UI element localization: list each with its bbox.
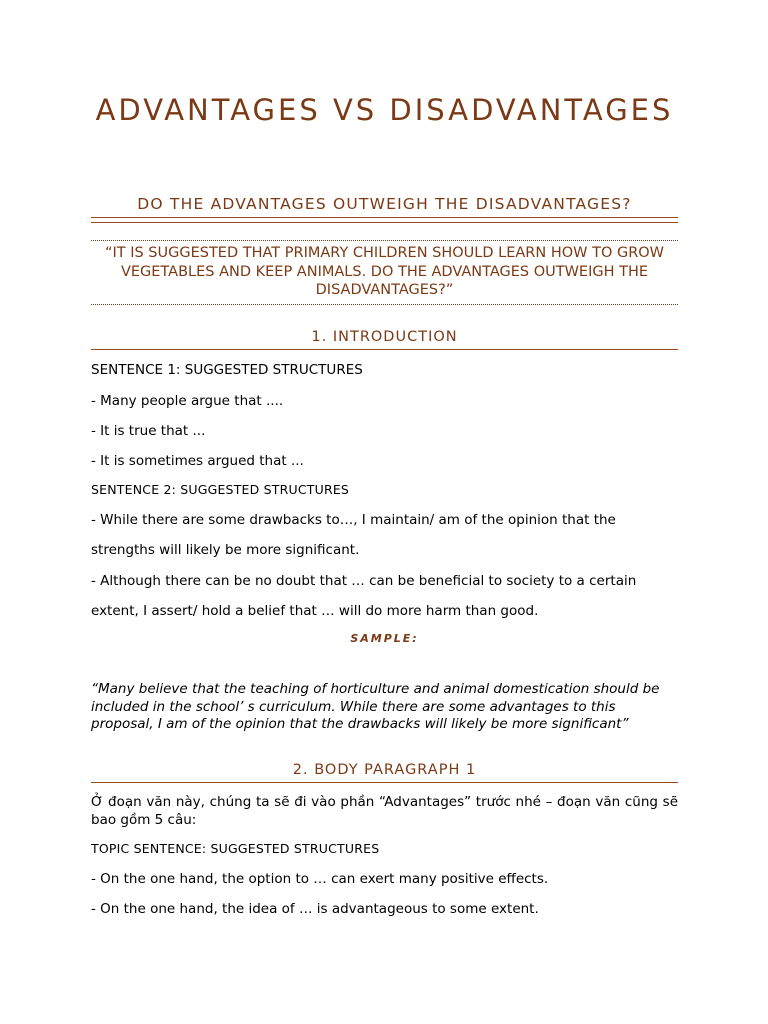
body1-intro-text: Ở đoạn văn này, chúng ta sẽ đi vào phần “Advantages” trước nhé – đoạn văn cũng sẽ bao gồm 5 câu: [91,794,678,828]
list-item: - On the one hand, the idea of … is advantageous to some extent. [91,901,539,917]
sample-text: “Many believe that the teaching of horticulture and animal domestication should be included in the school’ s curriculum. While there are some advantages to this proposal, I am of the opinion that the drawbacks will likely be more significant” [91,681,660,732]
list-item: - On the one hand, the option to … can exert many positive effects. [91,871,549,887]
list-item: - Many people argue that .... [91,393,284,409]
list-item-continuation: strengths will likely be more significant. [91,542,360,558]
list-item: - Although there can be no doubt that … can be beneficial to society to a certain [91,573,637,589]
section-heading-introduction: 1. INTRODUCTION [91,327,678,350]
list-item: - It is sometimes argued that ... [91,453,304,469]
subtitle-double-rule [91,217,678,223]
sentence2-label: SENTENCE 2: SUGGESTED STRUCTURES [91,482,350,497]
essay-prompt-quote: “IT IS SUGGESTED THAT PRIMARY CHILDREN SHOULD LEARN HOW TO GROW VEGETABLES AND KEEP ANIMALS. DO THE ADVANTAGES OUTWEIGH THE DISADVANTAGES?” [91,240,678,305]
list-item: - While there are some drawbacks to…, I maintain/ am of the opinion that the [91,512,616,528]
document-title: ADVANTAGES VS DISADVANTAGES [95,93,674,127]
sentence1-label: SENTENCE 1: SUGGESTED STRUCTURES [91,362,363,378]
document-subtitle: DO THE ADVANTAGES OUTWEIGH THE DISADVANTAGES? [137,195,632,213]
list-item-continuation: extent, I assert/ hold a belief that … will do more harm than good. [91,603,539,619]
topic-sentence-label: TOPIC SENTENCE: SUGGESTED STRUCTURES [91,841,380,856]
list-item: - It is true that ... [91,423,206,439]
sample-label: SAMPLE: [350,632,419,645]
section-heading-body-paragraph-1: 2. BODY PARAGRAPH 1 [91,760,678,783]
